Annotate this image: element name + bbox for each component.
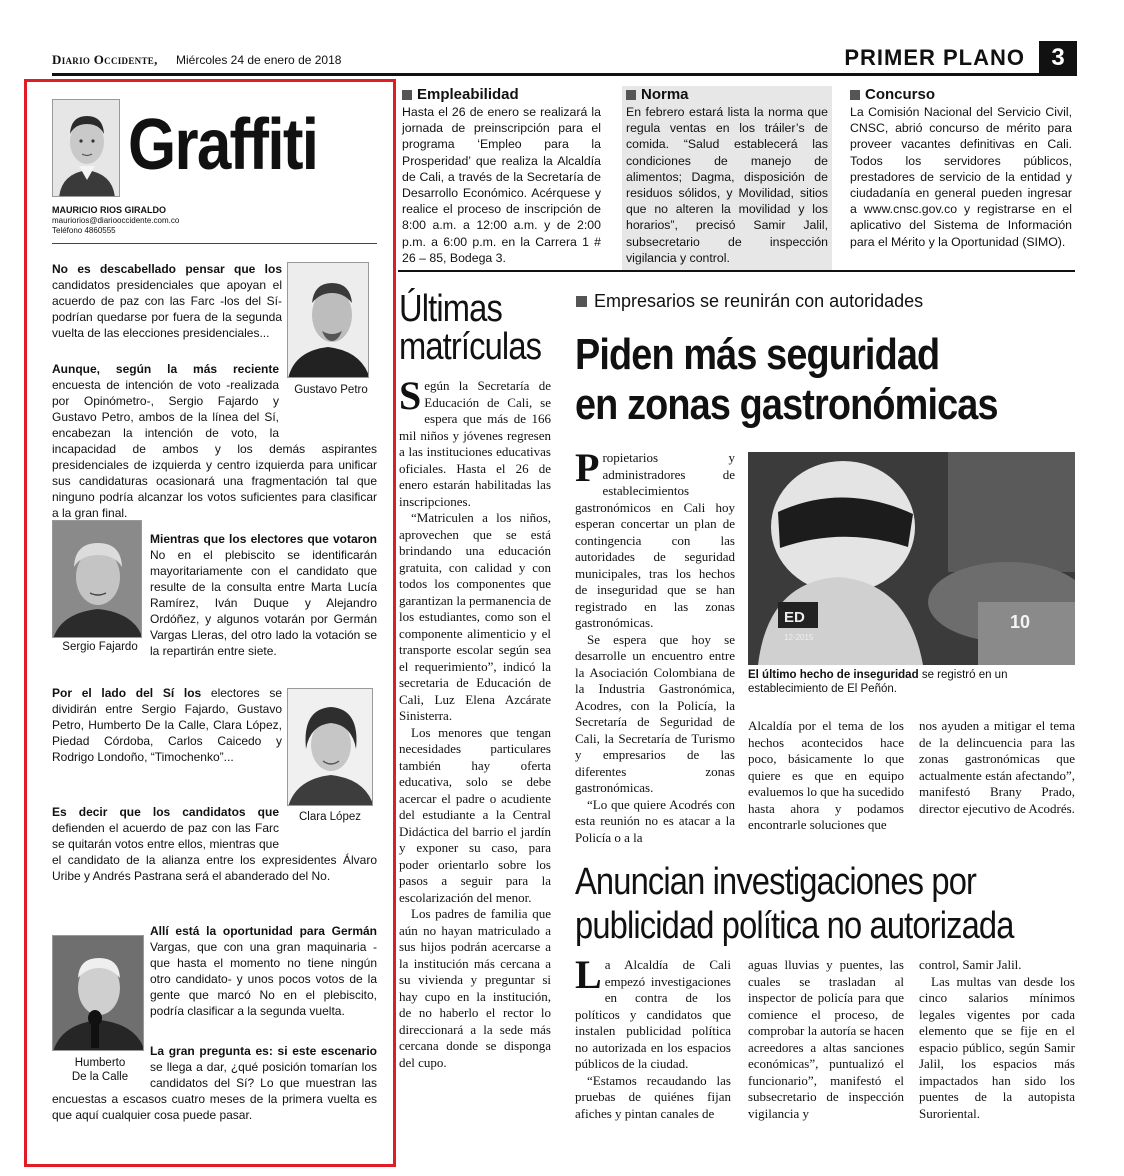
author-phone: Teléfono 4860555 bbox=[52, 226, 116, 235]
photo-caption: El último hecho de inseguridad se registró en un establecimiento de El Peñón. bbox=[748, 669, 1008, 695]
author-photo bbox=[52, 99, 120, 197]
main-body-col3: nos ayuden a mitigar el tema de la delincuencia para las zonas gastronómicas que actualmente están afectando”, manifestó Brany Prado, director ejecutivo de Acodrés. bbox=[919, 718, 1075, 816]
dropcap: S bbox=[399, 373, 422, 418]
bullet-square-icon bbox=[576, 296, 587, 307]
paper-date: Miércoles 24 de enero de 2018 bbox=[176, 53, 342, 67]
second-body-col3: control, Samir Jalil. Las multas van desde los cinco salarios mínimos legales vigentes por cada elemento que se fije en el espacio público, según Samir Jalil, los espacios más impactados han sido los puentes de la autopista Suroriental. bbox=[919, 957, 1075, 1121]
photo-text: 12-2015 bbox=[784, 633, 814, 642]
caption-delacalle-line1: Humberto bbox=[74, 1057, 126, 1069]
brief-head: Norma bbox=[641, 86, 689, 103]
graffiti-item bbox=[52, 804, 377, 884]
lopez-photo bbox=[287, 688, 373, 806]
graffiti-item bbox=[150, 531, 377, 659]
graffiti-item-text: No en el plebiscito se identificarán mayoritariamente con el candidato que resulte de la consulta entre Marta Lucía Ramírez, Iván Duque y Alejandro Ordóñez, y algunos votarán por Germán Vargas Lleras, del otro lado la votación se la repartirán entre siete. bbox=[150, 548, 377, 658]
photo-text: 10 bbox=[1010, 612, 1031, 632]
graffiti-item-lead: Es decir que los candidatos que bbox=[52, 805, 279, 819]
delacalle-photo bbox=[52, 935, 144, 1051]
graffiti-item bbox=[52, 685, 282, 765]
graffiti-item-text: candidatos presidenciales que apoyan el acuerdo de paz con las Farc -los del Sí- podrían quedarse por fuera de la segunda vuelta de las elecciones presidenciales... bbox=[52, 278, 282, 340]
masthead-rule bbox=[52, 73, 1077, 76]
brief-norma bbox=[622, 86, 832, 270]
graffiti-item bbox=[150, 923, 377, 1019]
main-headline: Piden más seguridad en zonas gastronómicas bbox=[575, 330, 998, 429]
brief-concurso bbox=[846, 86, 1076, 270]
section-title: PRIMER PLANO bbox=[844, 45, 1025, 70]
bullet-square-icon bbox=[626, 90, 636, 100]
caption-lopez: Clara López bbox=[298, 811, 361, 823]
graffiti-item bbox=[52, 261, 282, 341]
brief-body: En febrero estará lista la norma que regula ventas en los tráiler’s de comida. “Salud establecerá las condiciones de manejo de alimentos; Dagma, disposición de residuos sólidos, y Movilidad, sitios que no alteren la movilidad y los horarios”, precisó Samir Jalil, subsecretario de inspección vigilancia y control. bbox=[626, 105, 828, 265]
dropcap: P bbox=[575, 445, 600, 490]
author-email: mauriorios@diariooccidente.com.co bbox=[52, 216, 180, 225]
graffiti-item-text: se llega a dar, ¿qué posición tomarían los candidatos del Sí? Lo que muestran las encuestas a escasos cuatro meses de la primera vuelta es que aquí cualquier cosa puede pasar. bbox=[52, 1060, 377, 1122]
graffiti-item-text: Vargas, que con una gran maquinaria -que hasta el momento no tiene ningún otro candidato- y unos pocos votos de la gente que marcó No en el plebiscito, podría clasificar a la segunda vuelta. bbox=[150, 940, 377, 1018]
graffiti-rule bbox=[52, 243, 377, 244]
main-photo bbox=[748, 452, 1075, 665]
fajardo-photo bbox=[52, 520, 142, 638]
paper-name: Diario Occidente, bbox=[52, 52, 158, 67]
brief-empleabilidad bbox=[398, 86, 605, 270]
photo-text: ED bbox=[784, 609, 805, 626]
graffiti-item-lead: La gran pregunta es: si este escenario bbox=[150, 1044, 377, 1058]
main-body-col1: Propietarios y administradores de establecimientos gastronómicos en Cali hoy esperan concertar un plan de contingencia con las autoridades de seguridad municipales, tras los hechos de inseguridad que se han registrado en las zonas gastronómicas. Se espera que hoy se desarrolle un encuentro entre la Asociación Colombiana de la Industria Gastronómica, Acodres, con la Policía, la Secretaría de Seguridad de Cali, la Secretaría de Turismo y empresarios de las diferentes zonas gastronómicas. “Lo que quiere Acodrés con esta reunión no es atacar a la Policía o a la bbox=[575, 445, 735, 845]
graffiti-item-lead: Por el lado del Sí los bbox=[52, 686, 202, 700]
graffiti-item bbox=[52, 1043, 377, 1123]
brief-body: Hasta el 26 de enero se realizará la jornada de preinscripción para el programa ‘Empleo para la Prosperidad’ que realiza la Alcaldía de Cali, a través de la Secretaría de Desarrollo Económico. Acérquese y realice el proceso de inscripción de 8:00 a.m. a 12:00 a.m. y de 2:00 p.m. a 6:00 p.m. en la Carrera 1 # 26 – 85, Bodega 3. bbox=[402, 105, 601, 265]
author-name: MAURICIO RIOS GIRALDO bbox=[52, 205, 166, 215]
second-body-col2: aguas lluvias y puentes, las cuales se trasladan al inspector de policía para que comience el proceso, de comprobar la autoría se hacen acreedores a altas sanciones económicas”, puntualizó el funcionario”, manifestó el subsecretario de inspección vigilancia y bbox=[748, 957, 904, 1121]
main-kicker: Empresarios se reunirán con autoridades bbox=[576, 291, 923, 312]
main-body-col2: Alcaldía por el tema de los hechos acontecidos hace poco, básicamente lo que quiere es que en equipo evaluemos lo que ha sucedido hasta ahora y podamos encontrarle soluciones que bbox=[748, 718, 904, 832]
caption-delacalle-line2: De la Calle bbox=[71, 1071, 129, 1083]
page-number: 3 bbox=[1039, 41, 1077, 75]
caption-petro: Gustavo Petro bbox=[294, 384, 368, 396]
graffiti-item-text: encuesta de intención de voto -realizada por Opinómetro-, Sergio Fajardo y Gustavo Petro, ambos de la línea del Sí, encabezan la intención de voto, la incapacidad de ambos y los demás aspirantes presidenciales de izquierda y centro izquierda para unificar sus candidaturas ocasionará una fragmentación tal que ninguno podría alcanzar los votos suficientes para clasificar a la gran final. bbox=[52, 378, 377, 520]
graffiti-item-lead: Mientras que los electores que votaron bbox=[150, 532, 377, 546]
graffiti-item bbox=[52, 361, 377, 521]
dropcap: L bbox=[575, 952, 602, 997]
ultimas-body: Según la Secretaría de Educación de Cali, se espera que más de 166 mil niños y jóvenes regresen a las instituciones educativas oficiales. Hasta el 26 de enero estarán habilitadas las inscripciones. “Matriculen a los niños, aprovechen que se está brindando una educación gratuita, con calidad y con todos los componentes que garantizan la permanencia de los estudiantes, como son el componente alimenticio y el transporte escolar según sea el requerimiento”, indicó la secretaria de Educación de Cali, Luz Elena Azcárate Sinisterra. Los menores que tengan necesidades particulares también hay oferta educativa, solo se debe acercar el padre o acudiente del estudiante a la Central Didáctica del barrio el jardín y exponer su caso, para poder orientarlo sobre los pasos a seguir para la escolarización del menor. Los padres de familia que aún no hayan matriculado a sus hijos podrán acercarse a la institución más cercana a su vivienda y preguntar si hay cupo en la institución, de no haberlo el rector lo direccionará a la sede más cercana donde se disponga del cupo. bbox=[399, 373, 551, 1070]
brief-head: Concurso bbox=[865, 86, 936, 103]
graffiti-item-lead: No es descabellado pensar que los bbox=[52, 262, 282, 276]
brief-head: Empleabilidad bbox=[417, 86, 519, 103]
briefs-rule bbox=[398, 270, 1075, 272]
graffiti-item-text: electores se dividirán entre Sergio Fajardo, Gustavo Petro, Humberto De la Calle, Clara López, Piedad Córdoba, Carlos Caicedo y Rodrigo Londoño, “Timochenko”... bbox=[52, 686, 282, 764]
graffiti-item-lead: Aunque, según la más reciente bbox=[52, 362, 279, 376]
caption-fajardo: Sergio Fajardo bbox=[62, 641, 138, 653]
bullet-square-icon bbox=[402, 90, 412, 100]
masthead bbox=[52, 45, 1077, 75]
brief-body: La Comisión Nacional del Servicio Civil, CNSC, abrió concurso de mérito para proveer vacantes definitivas en Cali. Todos los servidores públicos, prestadores de servicio de la entidad y ciudadanía en general pueden ingresar a www.cnsc.gov.co y registrarse en el aplicativo del Sistema de Información para el Mérito y la Oportunidad (SIMO). bbox=[850, 105, 1072, 249]
graffiti-item-lead: Allí está la oportunidad para Germán bbox=[150, 924, 377, 938]
ultimas-title: Últimas matrículas bbox=[399, 288, 542, 368]
graffiti-item-text: defienden el acuerdo de paz con las Farc se quitarán votos entre ellos, mientras que el candidato de la alianza entre los expresidentes Álvaro Uribe y Andrés Pastrana será el abanderado del No. bbox=[52, 821, 377, 883]
second-body-col1: La Alcaldía de Cali empezó investigaciones en contra de los políticos y candidatos que instalen publicidad política no autorizada en los espacios públicos de la ciudad. “Estamos recaudando las pruebas de quiénes fijan afiches y pintan canales de bbox=[575, 952, 731, 1121]
second-headline: Anuncian investigaciones por publicidad política no autorizada bbox=[575, 861, 1014, 947]
graffiti-title: Graffiti bbox=[128, 105, 318, 185]
bullet-square-icon bbox=[850, 90, 860, 100]
